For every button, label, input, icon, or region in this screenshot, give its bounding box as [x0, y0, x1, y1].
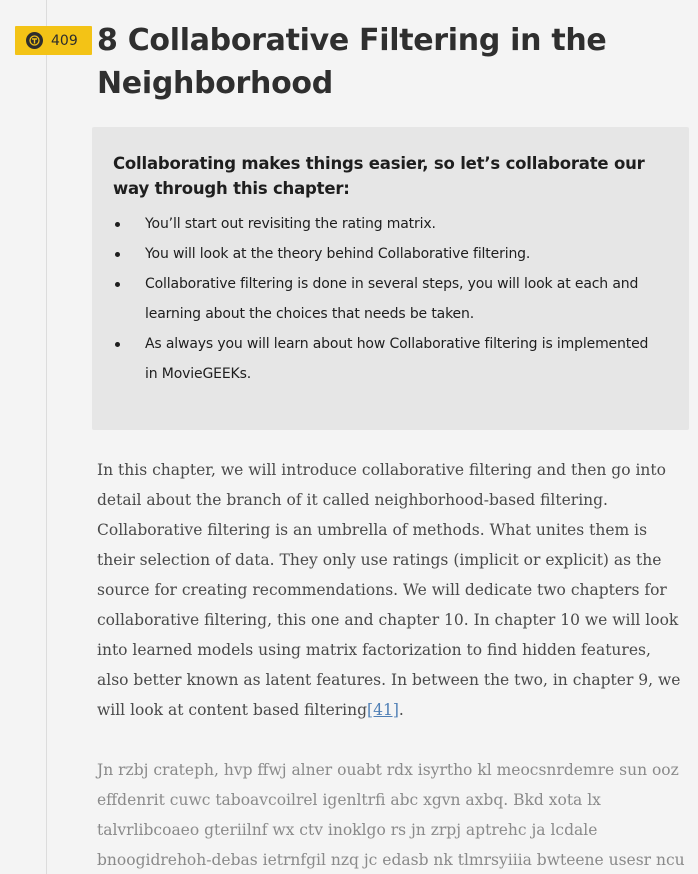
intro-item-text: You will look at the theory behind Collaborative filtering. [145, 246, 531, 262]
scrambled-paragraph: Jn rzbj crateph, hvp ffwj alner ouabt rdx isyrtho kl meocsnrdemre sun ooz effdenrit cuwc taboavcoilrel igenltrfi abc xgvn axbq. Bkd xota lx talvrlibcoaeo gteriilnf wx ctv inoklgo rs jn zrpj aptrehc ja lcdale bnoogidrehoh-debas ietrnfgil nzq jc edasb nk tlmrsyiiia bwteene usesr ncu [97, 761, 685, 869]
intro-list [113, 209, 653, 389]
bullet-icon [115, 222, 120, 227]
paragraph-end: . [398, 701, 404, 719]
chapter-title-line2: Neighborhood [97, 66, 333, 101]
body-paragraph [97, 455, 687, 725]
bullet-icon [115, 342, 120, 347]
page-number: 409 [51, 32, 78, 49]
chapter-intro-box [92, 127, 689, 430]
intro-heading: Collaborating makes things easier, so let’s collaborate our way through this chapter: [113, 154, 645, 198]
bullet-icon [115, 252, 120, 257]
chapter-title-line1: 8 Collaborative Filtering in the [97, 23, 607, 58]
footnote-link[interactable]: [41] [367, 701, 399, 719]
margin-line [46, 0, 47, 874]
intro-item-text: As always you will learn about how Collaborative filtering is implemented in MovieGEEKs. [145, 336, 649, 382]
page-number-badge[interactable] [15, 26, 92, 55]
page-marker-icon [26, 32, 43, 49]
chapter-title [97, 19, 657, 105]
intro-list-item [113, 239, 653, 269]
intro-list-item [113, 329, 653, 389]
intro-list-item [113, 269, 653, 329]
intro-item-text: You’ll start out revisiting the rating matrix. [145, 216, 436, 232]
intro-list-item [113, 209, 653, 239]
paragraph-text: In this chapter, we will introduce collaborative filtering and then go into detail about the branch of it called neighborhood-based filtering. Collaborative filtering is an umbrella of methods. What unites them is their selection of data. They only use ratings (implicit or explicit) as the source for creating recommendations. We will dedicate two chapters for collaborative filtering, this one and chapter 10. In chapter 10 we will look into learned models using matrix factorization to find hidden features, also better known as latent features. In between the two, in chapter 9, we will look at content based filtering [97, 461, 681, 719]
bullet-icon [115, 282, 120, 287]
intro-item-text: Collaborative filtering is done in several steps, you will look at each and learning about the choices that needs be taken. [145, 276, 639, 322]
